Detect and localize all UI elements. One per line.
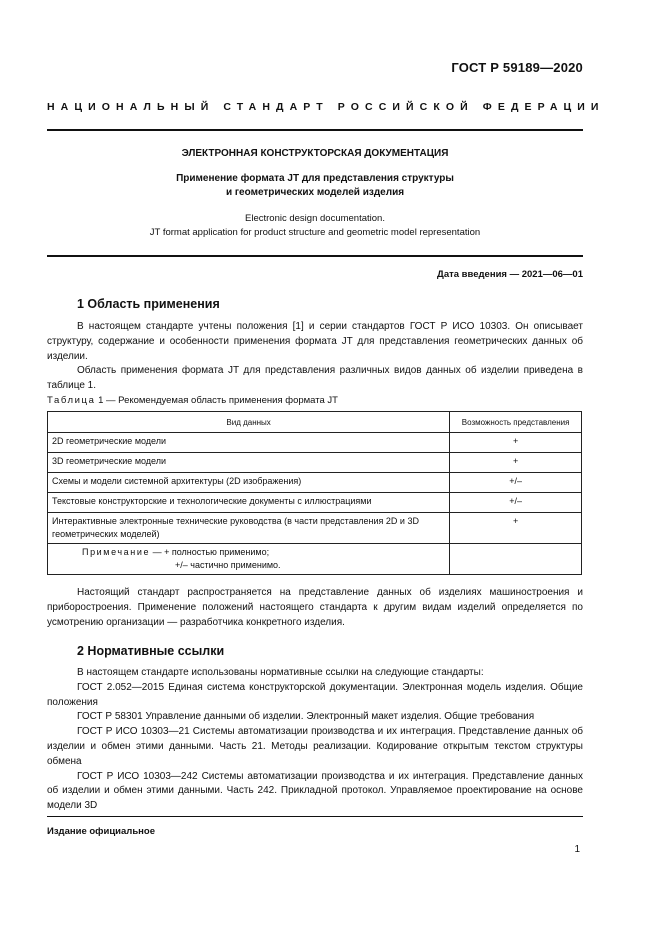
subtitle-line-1: Применение формата JT для представления структуры <box>176 173 454 184</box>
national-standard-banner: НАЦИОНАЛЬНЫЙ СТАНДАРТ РОССИЙСКОЙ ФЕДЕРАЦИИ <box>47 101 605 113</box>
official-edition-label: Издание официальное <box>47 826 155 837</box>
page-number: 1 <box>574 844 580 855</box>
table-cell-kind: Текстовые конструкторские и технологические документы с иллюстрациями <box>48 493 450 513</box>
document-subtitle <box>47 172 583 200</box>
table-caption <box>47 395 338 406</box>
reference-item: ГОСТ Р ИСО 10303—21 Системы автоматизации производства и их интеграция. Представление данных об изделии и обмен этими данными. Часть 21. Методы реализации. Кодирование открытым текстом структуры обмена <box>47 726 583 767</box>
column-header-capability: Возможность представления <box>450 412 582 433</box>
paragraph: В настоящем стандарте использованы нормативные ссылки на следующие стандарты: <box>77 667 484 678</box>
section-1-body <box>47 320 583 394</box>
table-cell-empty <box>450 544 582 575</box>
section-2-heading: 2 Нормативные ссылки <box>77 644 225 658</box>
reference-item: ГОСТ 2.052—2015 Единая система конструкторской документации. Электронная модель изделия. Общие положения <box>47 681 583 708</box>
english-title <box>47 212 583 240</box>
english-title-line-2: JT format application for product structure and geometric model representation <box>149 227 481 238</box>
applicability-table <box>47 411 582 575</box>
english-title-line-1: Electronic design documentation. <box>245 213 385 224</box>
table-row <box>48 493 582 513</box>
table-cell-kind: Схемы и модели системной архитектуры (2D изображения) <box>48 473 450 493</box>
table-cell-value: +/– <box>450 493 582 513</box>
table-cell-value: + <box>450 453 582 473</box>
section-2-body <box>47 666 583 814</box>
table-cell-kind: 3D геометрические модели <box>48 453 450 473</box>
table-row <box>48 453 582 473</box>
paragraph: Настоящий стандарт распространяется на представление данных об изделиях машиностроения и приборостроения. Применение положений настоящего стандарта к другим видам изделий определяется по усмотрению организации — разработчика конкретного изделия. <box>47 587 583 628</box>
document-title: ЭЛЕКТРОННАЯ КОНСТРУКТОРСКАЯ ДОКУМЕНТАЦИЯ <box>181 148 449 159</box>
reference-item: ГОСТ Р 58301 Управление данными об изделии. Электронный макет изделия. Общие требования <box>77 711 535 723</box>
introduction-date: Дата введения — 2021—06—01 <box>437 269 583 280</box>
table-row <box>48 473 582 493</box>
paragraph: Область применения формата JT для представления различных видов данных об изделии приведена в таблице 1. <box>47 365 583 392</box>
subtitle-line-2: и геометрических моделей изделия <box>225 187 405 198</box>
table-caption-text: 1 — Рекомендуемая область применения формата JT <box>95 395 338 406</box>
table-note-row <box>48 544 582 575</box>
note-text-2: +/– частично применимо. <box>175 560 281 570</box>
document-number: ГОСТ Р 59189—2020 <box>451 60 583 75</box>
table-cell-kind: Интерактивные электронные технические руководства (в части представления 2D и 3D геометрических моделей) <box>48 513 450 544</box>
table-header-row <box>48 412 582 433</box>
header-divider <box>47 129 583 131</box>
table-row <box>48 513 582 544</box>
section-1-closing <box>47 586 583 630</box>
table-note <box>48 544 450 575</box>
section-1-heading: 1 Область применения <box>77 297 220 311</box>
note-word: Примечание <box>82 547 151 557</box>
table-caption-word: Таблица <box>47 395 96 406</box>
footer-divider <box>47 816 583 817</box>
table-cell-value: + <box>450 513 582 544</box>
table-cell-value: + <box>450 433 582 453</box>
paragraph: В настоящем стандарте учтены положения [1] и серии стандартов ГОСТ Р ИСО 10303. Он описывает структуру, содержание и особенности применения формата JT для представления геометрических данных об изделии. <box>47 321 583 362</box>
reference-item: ГОСТ Р ИСО 10303—242 Системы автоматизации производства и их интеграция. Представление данных об изделии и обмен этими данными. Часть 242. Прикладной протокол. Управляемое проектирование на основе модели 3D <box>47 770 583 812</box>
table-row <box>48 433 582 453</box>
title-divider <box>47 255 583 257</box>
table-cell-kind: 2D геометрические модели <box>48 433 450 453</box>
note-text-1: — + полностью применимо; <box>150 547 270 557</box>
table-cell-value: +/– <box>450 473 582 493</box>
column-header-data-kind: Вид данных <box>48 412 450 433</box>
